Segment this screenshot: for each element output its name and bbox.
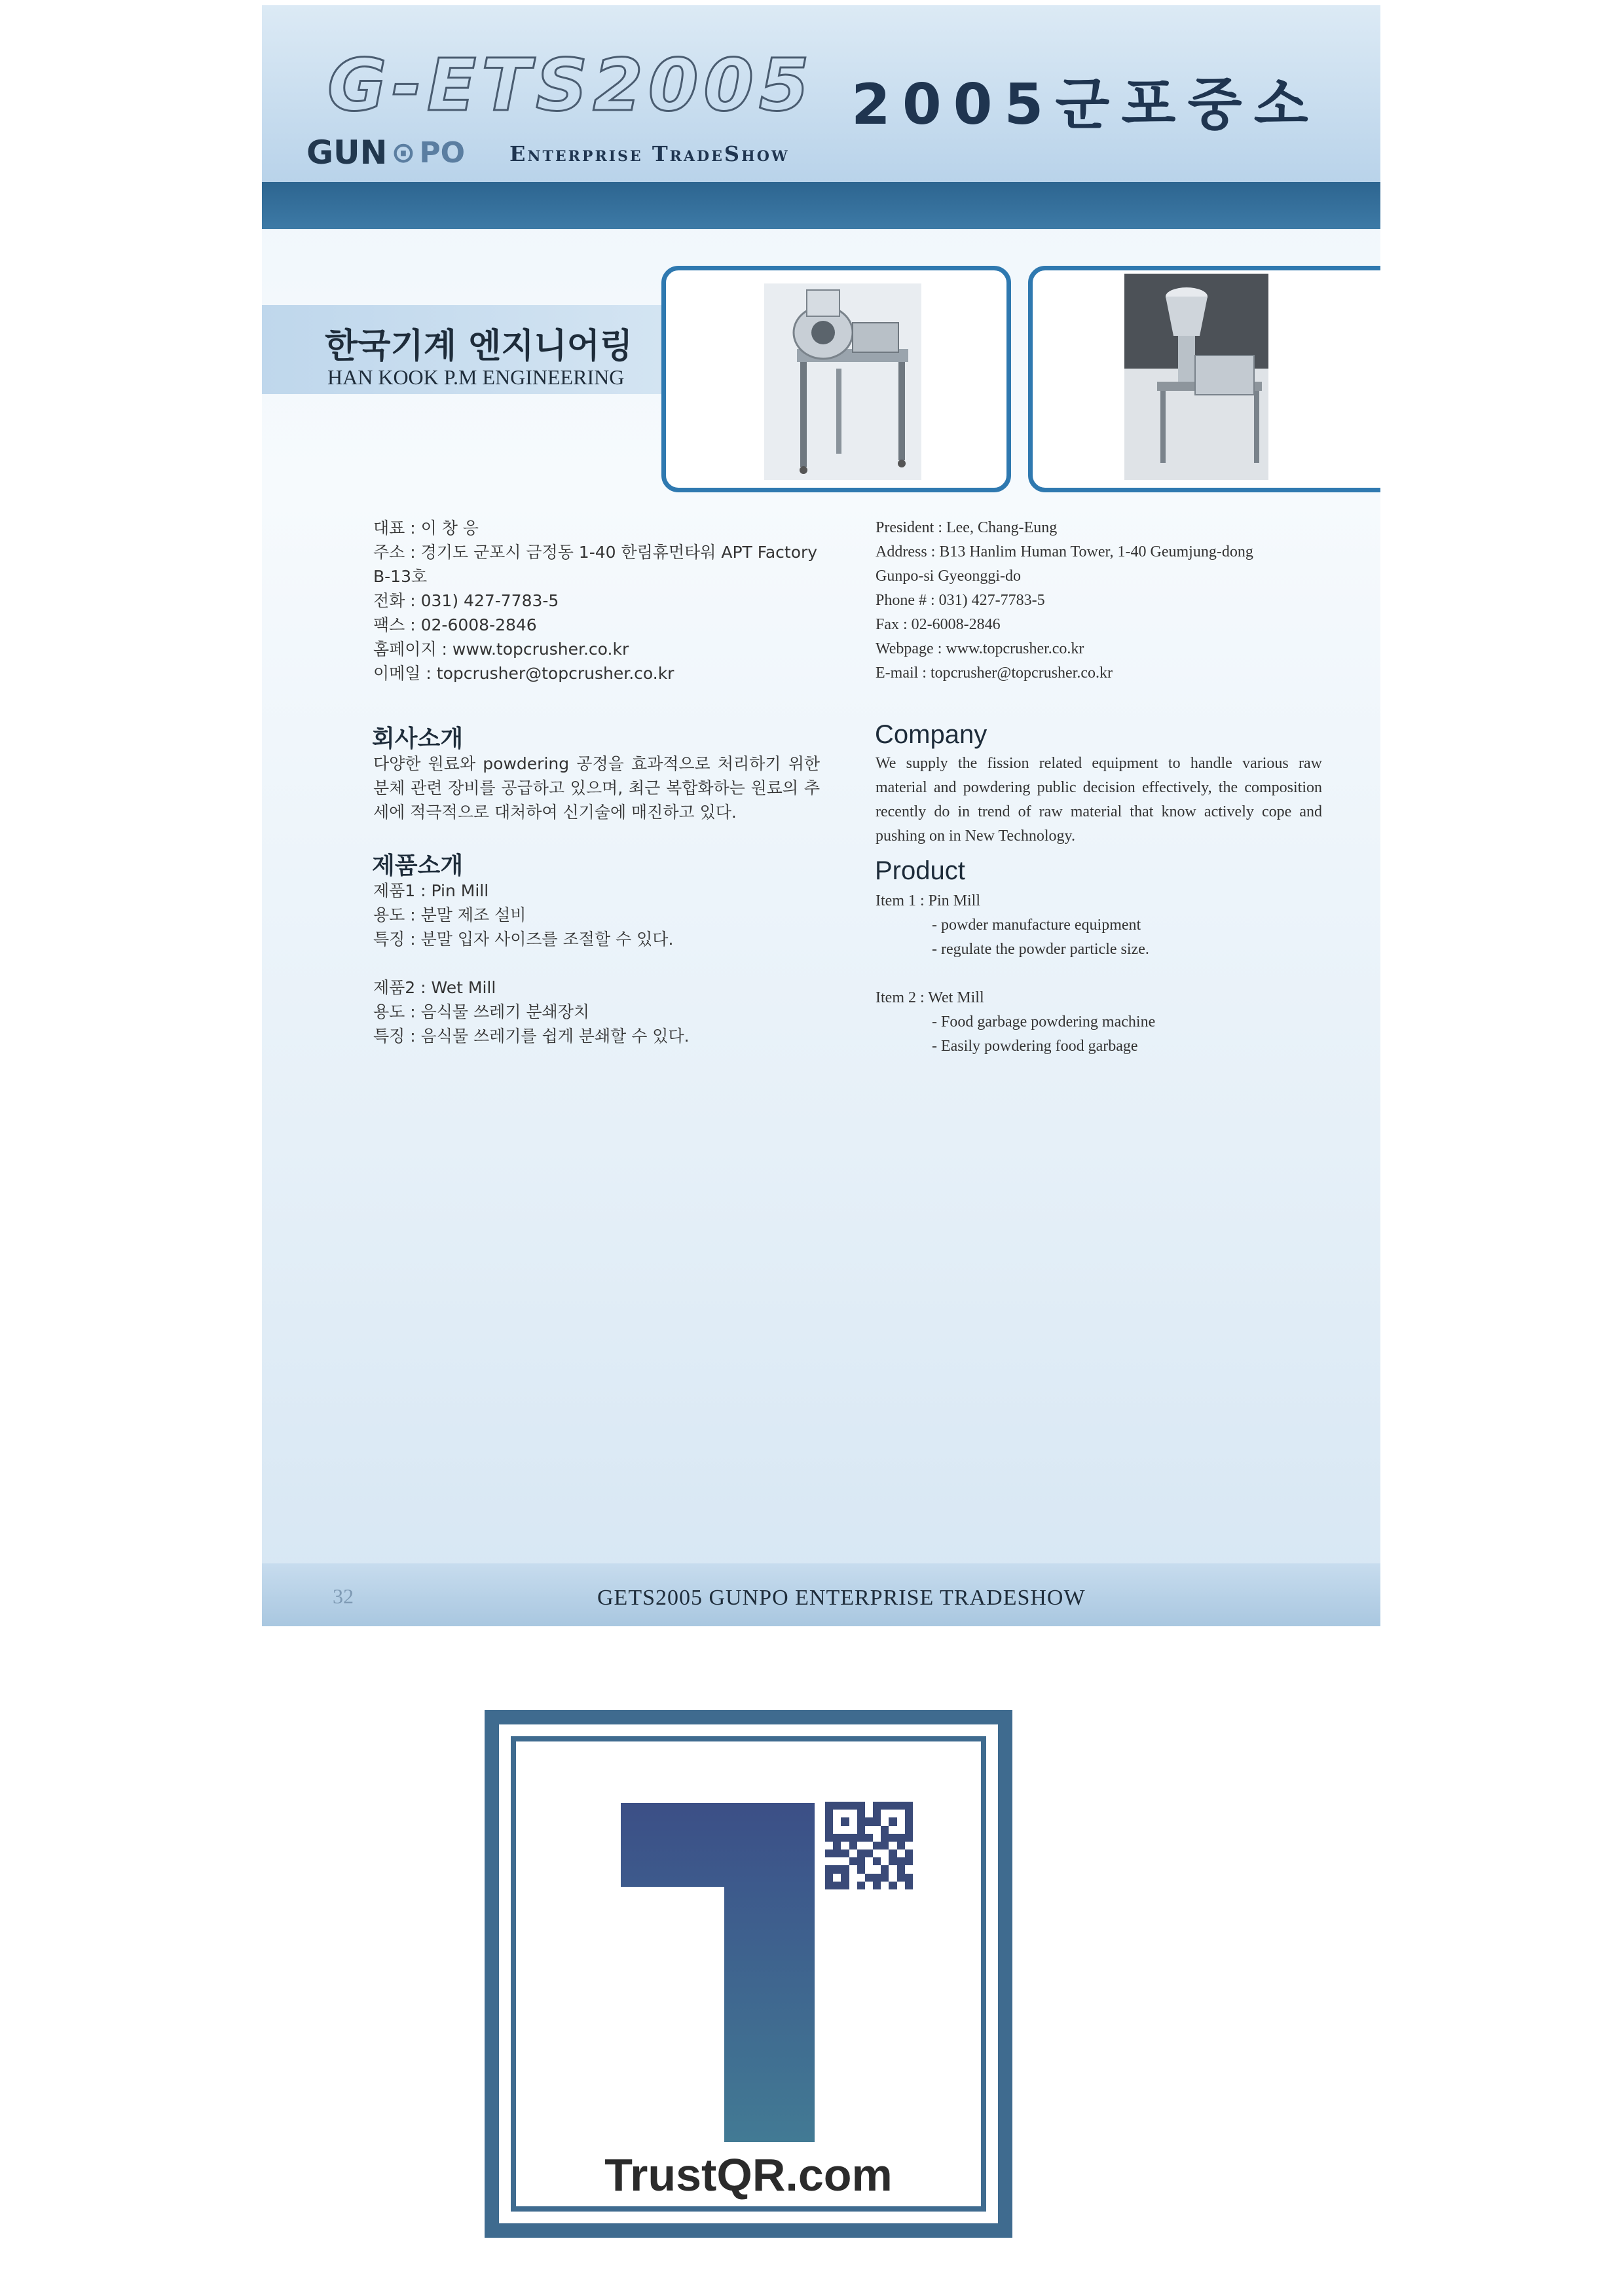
product-en-item1-line1: - powder manufacture equipment <box>932 917 1141 934</box>
intro-title-ko: 회사소개 <box>372 725 464 752</box>
contact-ko-phone: 전화 : 031) 427-7783-5 <box>373 591 559 610</box>
product-ko-item1-feature: 특징 : 분말 입자 사이즈를 조절할 수 있다. <box>373 930 674 949</box>
wet-mill-illustration <box>1033 270 1380 488</box>
contact-en-phone: Phone # : 031) 427-7783-5 <box>876 592 1045 609</box>
product-en-item2-line2: - Easily powdering food garbage <box>932 1038 1138 1055</box>
company-name-ko: 한국기계 엔지니어링 <box>325 327 633 366</box>
contact-en-address: Address : B13 Hanlim Human Tower, 1-40 Geumjung-dong <box>876 543 1253 560</box>
product-ko-item1-name: 제품1 : Pin Mill <box>373 881 489 900</box>
pin-mill-illustration <box>666 270 1006 488</box>
product-en-item1-name: Item 1 : Pin Mill <box>876 892 981 909</box>
product-ko-item2-use: 용도 : 음식물 쓰레기 분쇄장치 <box>373 1002 590 1021</box>
contact-en-address-2: Gunpo-si Gyeonggi-do <box>876 568 1021 585</box>
product-ko-item2-name: 제품2 : Wet Mill <box>373 978 496 997</box>
trustqr-badge[interactable] <box>485 1710 1012 2238</box>
contact-ko-president: 대표 : 이 창 응 <box>373 519 479 538</box>
contact-ko-fax: 팩스 : 02-6008-2846 <box>373 615 537 634</box>
intro-title-en: Company <box>875 720 987 749</box>
show-name: Enterprise TradeShow <box>509 141 790 166</box>
product-title-en: Product <box>875 856 965 885</box>
brochure-page <box>262 5 1380 1626</box>
contact-ko-address-2: B-13호 <box>373 567 428 586</box>
trustqr-inner-frame <box>511 1736 986 2212</box>
logo-mark-icon: ⊙ <box>391 136 416 170</box>
gunpo-logo <box>306 134 465 172</box>
product-photo-pin-mill <box>661 266 1011 492</box>
trustqr-logo-stem <box>724 1887 815 2142</box>
product-ko-item1 <box>373 879 673 951</box>
company-name-en: HAN KOOK P.M ENGINEERING <box>327 365 625 389</box>
product-en-item1-line2: - regulate the powder particle size. <box>932 941 1149 958</box>
logo-text-2: PO <box>419 136 466 170</box>
event-title-ko: 2005군포중소 <box>851 72 1320 137</box>
product-en-item2 <box>876 986 1155 1059</box>
page-number: 32 <box>333 1584 354 1608</box>
contact-en-fax: Fax : 02-6008-2846 <box>876 616 1001 633</box>
contact-en <box>876 516 1253 685</box>
intro-body-en: We supply the fission related equipment to handle various raw material and powdering public decision effectively, the composition recently do in trend of raw material that know actively cope and pushing on in New Technology. <box>876 755 1322 845</box>
intro-body-ko: 다양한 원료와 powdering 공정을 효과적으로 처리하기 위한 분체 관련 장비를 공급하고 있으며, 최근 복합화하는 원료의 추세에 적극적으로 대처하여 신기술에 매진하고 있다. <box>373 754 820 822</box>
event-title-en: G-ETS2005 <box>327 43 815 127</box>
trustqr-logo-bar <box>621 1803 815 1887</box>
product-ko-item1-use: 용도 : 분말 제조 설비 <box>373 905 526 924</box>
contact-ko-address: 주소 : 경기도 군포시 금정동 1-40 한림휴먼타워 APT Factory <box>373 543 818 562</box>
product-ko-item2-feature: 특징 : 음식물 쓰레기를 쉽게 분쇄할 수 있다. <box>373 1027 690 1046</box>
contact-en-president: President : Lee, Chang-Eung <box>876 519 1058 536</box>
product-photo-wet-mill <box>1028 266 1380 492</box>
contact-ko-email: 이메일 : topcrusher@topcrusher.co.kr <box>373 664 674 683</box>
product-en-item1 <box>876 889 1149 962</box>
product-title-ko: 제품소개 <box>372 852 464 879</box>
trustqr-label: TrustQR.com <box>604 2149 893 2200</box>
product-en-item2-name: Item 2 : Wet Mill <box>876 989 984 1006</box>
contact-en-email: E-mail : topcrusher@topcrusher.co.kr <box>876 665 1113 682</box>
contact-en-webpage: Webpage : www.topcrusher.co.kr <box>876 640 1084 657</box>
qr-code-icon[interactable] <box>825 1802 913 1889</box>
contact-ko-webpage: 홈페이지 : www.topcrusher.co.kr <box>373 640 629 659</box>
header-divider-bar <box>262 182 1380 229</box>
logo-text: GUN <box>306 134 388 172</box>
footer-title: GETS2005 GUNPO ENTERPRISE TRADESHOW <box>597 1586 1086 1610</box>
contact-ko <box>373 516 817 685</box>
product-en-item2-line1: - Food garbage powdering machine <box>932 1013 1156 1030</box>
product-ko-item2 <box>373 975 690 1048</box>
